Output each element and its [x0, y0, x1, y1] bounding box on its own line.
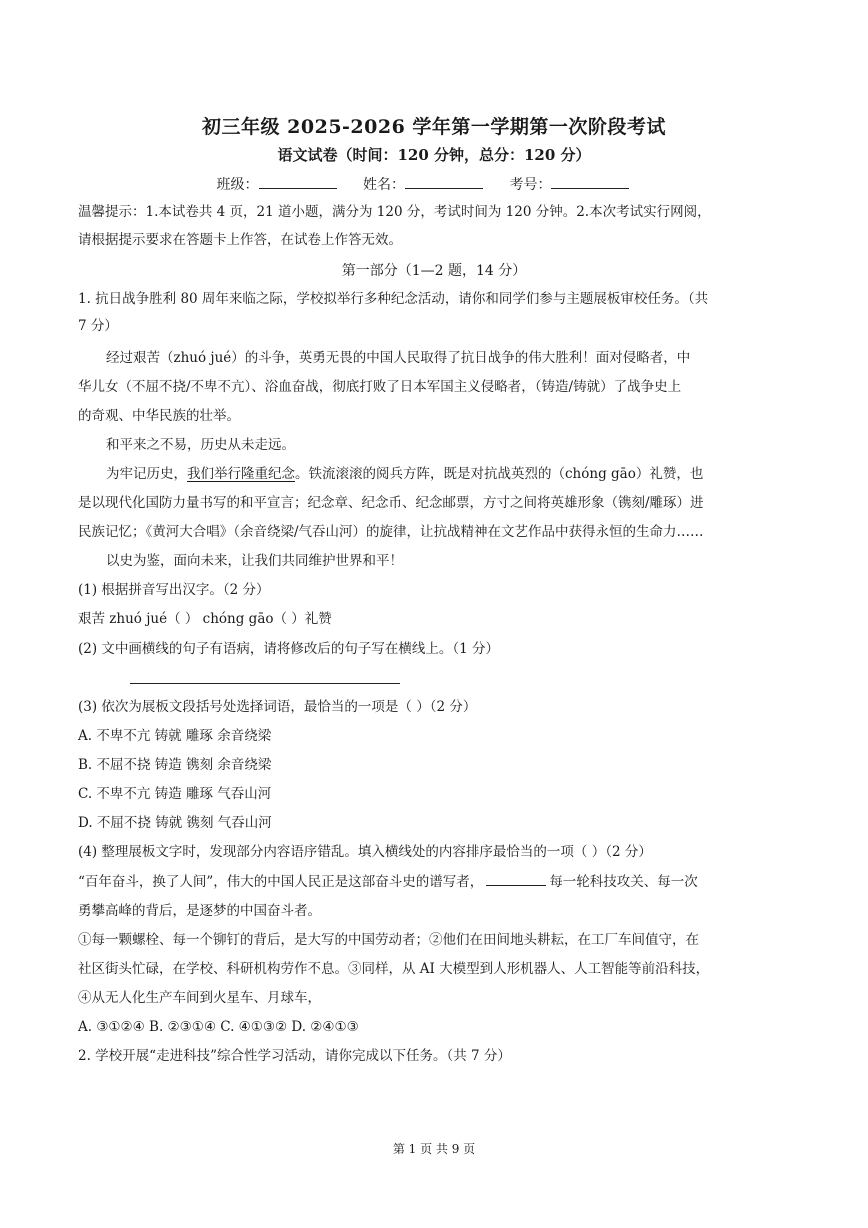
- q2-stem: 2. 学校开展“走进科技”综合性学习活动，请你完成以下任务。（共 7 分）: [78, 1048, 511, 1064]
- q1-stem-line-2: 7 分）: [78, 318, 118, 334]
- passage-p2: 和平来之不易，历史从未走远。: [106, 437, 295, 453]
- q1-sub4-options: A. ③①②④ B. ②③①④ C. ④①③② D. ②④①③: [78, 1019, 359, 1035]
- passage-p3-line-2: 是以现代化国防力量书写的和平宣言；纪念章、纪念币、纪念邮票，方寸之间将英雄形象（镌刻/雕琢）进: [78, 495, 704, 511]
- passage-p3-line-1-b: 。铁流滚滚的阅兵方阵，既是对抗战英烈的（chóng gāo）礼赞，也: [295, 466, 704, 482]
- passage-p1-line-2: 华儿女（不屈不挠/不卑不亢）、浴血奋战，彻底打败了日本军国主义侵略者，（铸造/铸就）了战争史上: [78, 379, 682, 395]
- notice-line-1: 温馨提示：1.本试卷共 4 页，21 道小题，满分为 120 分，考试时间为 120 分钟。2.本次考试实行网阅，: [78, 204, 711, 220]
- q1-stem-line-1: 1. 抗日战争胜利 80 周年来临之际，学校拟举行多种纪念活动，请你和同学们参与主题展板审校任务。（共: [78, 291, 709, 307]
- q1-sub4-line-1: [78, 870, 698, 894]
- passage-p3-line-1: [106, 462, 703, 486]
- number-label: 考号：: [509, 177, 552, 193]
- fill-blank: [486, 873, 546, 886]
- q1-sub4-line-1-b: 每一轮科技攻关、每一次: [549, 874, 698, 890]
- passage-p3-line-3: 民族记忆；《黄河大合唱》（余音绕梁/气吞山河）的旋律，让抗战精神在文艺作品中获得永恒的生命力……: [78, 524, 704, 540]
- q1-sub3-option-b: B. 不屈不挠 铸造 镌刻 余音绕梁: [78, 757, 272, 773]
- exam-title: 初三年级 2025-2026 学年第一学期第一次阶段考试: [202, 116, 666, 138]
- q1-sub3: (3) 依次为展板文段括号处选择词语，最恰当的一项是（ ）（2 分）: [78, 699, 477, 715]
- number-blank: [551, 176, 629, 189]
- page-footer: 第 1 页 共 9 页: [392, 1142, 476, 1156]
- class-label: 班级：: [216, 177, 259, 193]
- q1-sub2: (2) 文中画横线的句子有语病，请将修改后的句子写在横线上。（1 分）: [78, 641, 500, 657]
- q1-sub3-option-d: D. 不屈不挠 铸就 镌刻 气吞山河: [78, 815, 272, 831]
- part1-heading: 第一部分（1—2 题，14 分）: [341, 263, 527, 279]
- q1-sub1: (1) 根据拼音写出汉字。（2 分）: [78, 582, 270, 598]
- class-blank: [259, 176, 337, 189]
- notice-line-2: 请根据提示要求在答题卡上作答，在试卷上作答无效。: [78, 232, 402, 248]
- passage-p4: 以史为鉴，面向未来，让我们共同维护世界和平！: [106, 553, 403, 569]
- q1-sub1-answer: 艰苦 zhuó jué（ ） chóng gāo（ ）礼赞: [78, 611, 332, 627]
- q1-sub3-option-a: A. 不卑不亢 铸就 雕琢 余音绕梁: [78, 728, 272, 744]
- q1-sub4-line-3: ①每一颗螺栓、每一个铆钉的背后，是大写的中国劳动者；②他们在田间地头耕耘，在工厂车间值守，在: [78, 932, 699, 948]
- exam-subtitle: 语文试卷（时间：120 分钟，总分：120 分）: [277, 146, 591, 164]
- passage-p1-line-3: 的奇观、中华民族的壮举。: [78, 408, 240, 424]
- name-label: 姓名：: [363, 177, 405, 193]
- q1-sub4: (4) 整理展板文字时，发现部分内容语序错乱。填入横线处的内容排序最恰当的一项（ ）（2 分）: [78, 844, 652, 860]
- q1-sub4-line-4: 社区街头忙碌，在学校、科研机构劳作不息。③同样，从 AI 大模型到人形机器人、人工智能等前沿科技，: [78, 961, 710, 977]
- q1-sub3-option-c: C. 不卑不亢 铸造 雕琢 气吞山河: [78, 786, 272, 802]
- underlined-sentence: 我们举行隆重纪念: [187, 466, 295, 482]
- sub2-answer-line: [130, 683, 400, 684]
- student-info-row: [0, 174, 868, 194]
- name-blank: [405, 176, 483, 189]
- q1-sub4-line-2: 勇攀高峰的背后，是逐梦的中国奋斗者。: [78, 903, 321, 919]
- passage-p3-line-1-a: 为牢记历史，: [106, 466, 187, 482]
- q1-sub4-line-1-a: “百年奋斗，换了人间”，伟大的中国人民正是这部奋斗史的谱写者，: [78, 874, 484, 890]
- passage-p1-line-1: 经过艰苦（zhuó jué）的斗争，英勇无畏的中国人民取得了抗日战争的伟大胜利！面对侵略者，中: [106, 350, 691, 366]
- q1-sub4-line-5: ④从无人化生产车间到火星车、月球车，: [78, 990, 321, 1006]
